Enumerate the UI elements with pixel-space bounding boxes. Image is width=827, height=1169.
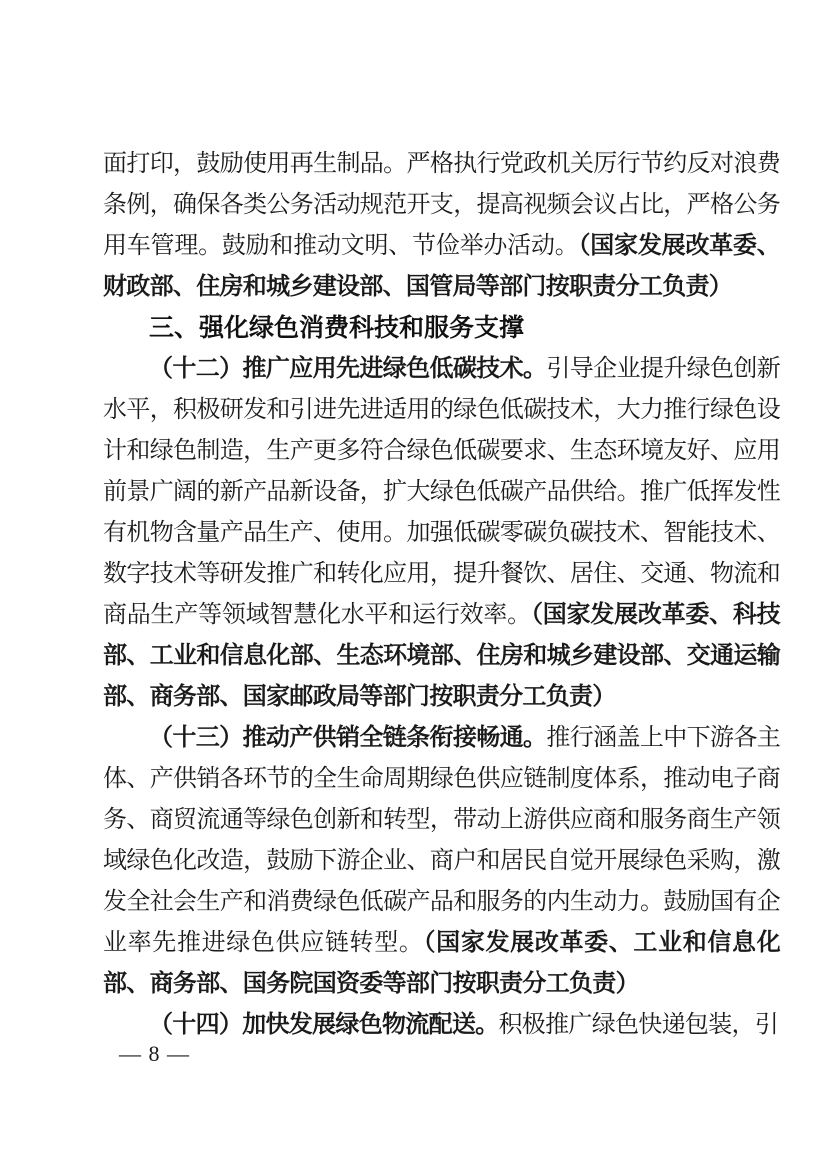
- document-body: [103, 144, 780, 1046]
- item-body: 引导企业提升绿色创新水平，积极研发和引进先进适用的绿色低碳技术，大力推行绿色设计和绿色制造，生产更多符合绿色低碳要求、生态环境友好、应用前景广阔的新产品新设备，扩大绿色低碳产品供给。推广低挥发性有机物含量产品生产、使用。加强低碳零碳负碳技术、智能技术、数字技术等研发推广和转化应用，提升餐饮、居住、交通、物流和商品生产等领域智慧化水平和运行效率。: [103, 356, 780, 628]
- item-lead: （十三）推动产供销全链条衔接畅通。: [149, 725, 547, 751]
- paragraph-text: 面打印，鼓励使用再生制品。严格执行党政机关厉行节约反对浪费条例，确保各类公务活动规范开支，提高视频会议占比，严格公务用车管理。鼓励和推动文明、节俭举办活动。: [103, 151, 780, 259]
- page-number: — 8 —: [119, 1041, 190, 1066]
- paragraph-item-12: [103, 349, 780, 718]
- paragraph-item-14: [103, 1005, 780, 1046]
- paragraph-continuation: [103, 144, 780, 308]
- responsibility-note: （国家发展改革委、财政部、住房和城乡建设部、国管局等部门按职责分工负责）: [103, 233, 780, 300]
- responsibility-note: （国家发展改革委、工业和信息化部、商务部、国务院国资委等部门按职责分工负责）: [103, 930, 781, 997]
- item-lead: （十四）加快发展绿色物流配送。: [149, 1012, 499, 1038]
- item-lead: （十二）推广应用先进绿色低碳技术。: [149, 356, 547, 382]
- responsibility-note: （国家发展改革委、科技部、工业和信息化部、生态环境部、住房和城乡建设部、交通运输部、商务部、国家邮政局等部门按职责分工负责）: [103, 602, 780, 710]
- item-body: 推行涵盖上中下游各主体、产供销各环节的全生命周期绿色供应链制度体系，推动电子商务、商贸流通等绿色创新和转型，带动上游供应商和服务商生产领域绿色化改造，鼓励下游企业、商户和居民自觉开展绿色采购，激发全社会生产和消费绿色低碳产品和服务的内生动力。鼓励国有企业率先推进绿色供应链转型。: [103, 725, 780, 956]
- paragraph-item-13: [103, 718, 780, 1005]
- section-heading: 三、强化绿色消费科技和服务支撑: [149, 314, 525, 342]
- item-body: 积极推广绿色快递包装，引: [498, 1012, 779, 1038]
